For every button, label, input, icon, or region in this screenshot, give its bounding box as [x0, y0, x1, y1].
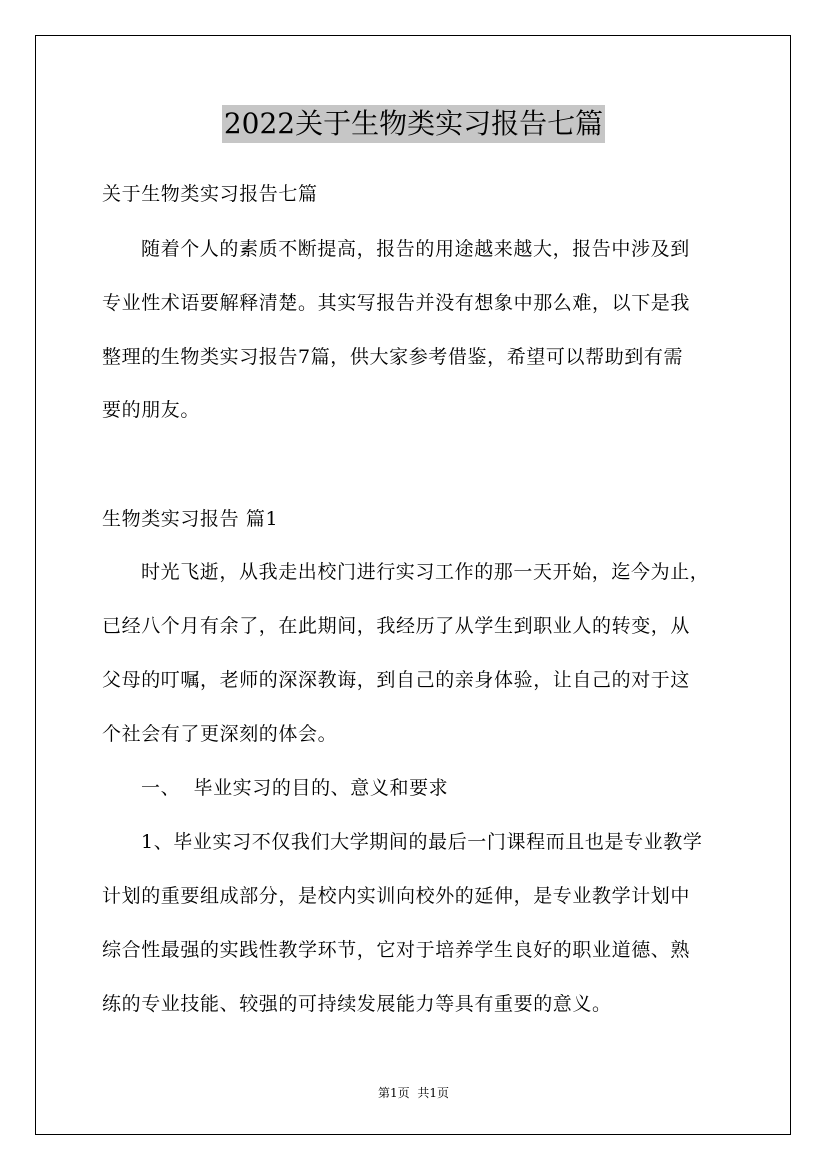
body-line: 已经八个月有余了，在此期间，我经历了从学生到职业人的转变，从: [102, 615, 691, 637]
page-footer: 第1页 共1页: [377, 1086, 450, 1100]
point-line: 练的专业技能、较强的可持续发展能力等具有重要的意义。: [102, 993, 612, 1015]
section-heading: 生物类实习报告 篇1: [102, 508, 279, 530]
document-subtitle: 关于生物类实习报告七篇: [102, 183, 318, 205]
intro-line: 专业性术语要解释清楚。其实写报告并没有想象中那么难，以下是我: [102, 292, 691, 314]
subheading: 一、 毕业实习的目的、意义和要求: [141, 777, 449, 799]
body-line: 时光飞逝，从我走出校门进行实习工作的那一天开始，迄今为止，: [141, 561, 710, 583]
document-title-text: 2022关于生物类实习报告七篇: [222, 105, 605, 143]
point-line: 综合性最强的实践性教学环节，它对于培养学生良好的职业道德、熟: [102, 939, 691, 961]
point-line: 计划的重要组成部分，是校内实训向校外的延伸，是专业教学计划中: [102, 885, 691, 907]
body-line: 个社会有了更深刻的体会。: [102, 723, 338, 745]
point-line: 1、毕业实习不仅我们大学期间的最后一门课程而且也是专业教学: [141, 831, 703, 853]
body-line: 父母的叮嘱，老师的深深教诲，到自己的亲身体验，让自己的对于这: [102, 669, 691, 691]
document-title: [0, 103, 827, 143]
intro-line: 要的朋友。: [102, 399, 201, 421]
intro-line: 随着个人的素质不断提高，报告的用途越来越大，报告中涉及到: [141, 238, 690, 260]
intro-line: 整理的生物类实习报告7篇，供大家参考借鉴，希望可以帮助到有需: [102, 346, 684, 368]
